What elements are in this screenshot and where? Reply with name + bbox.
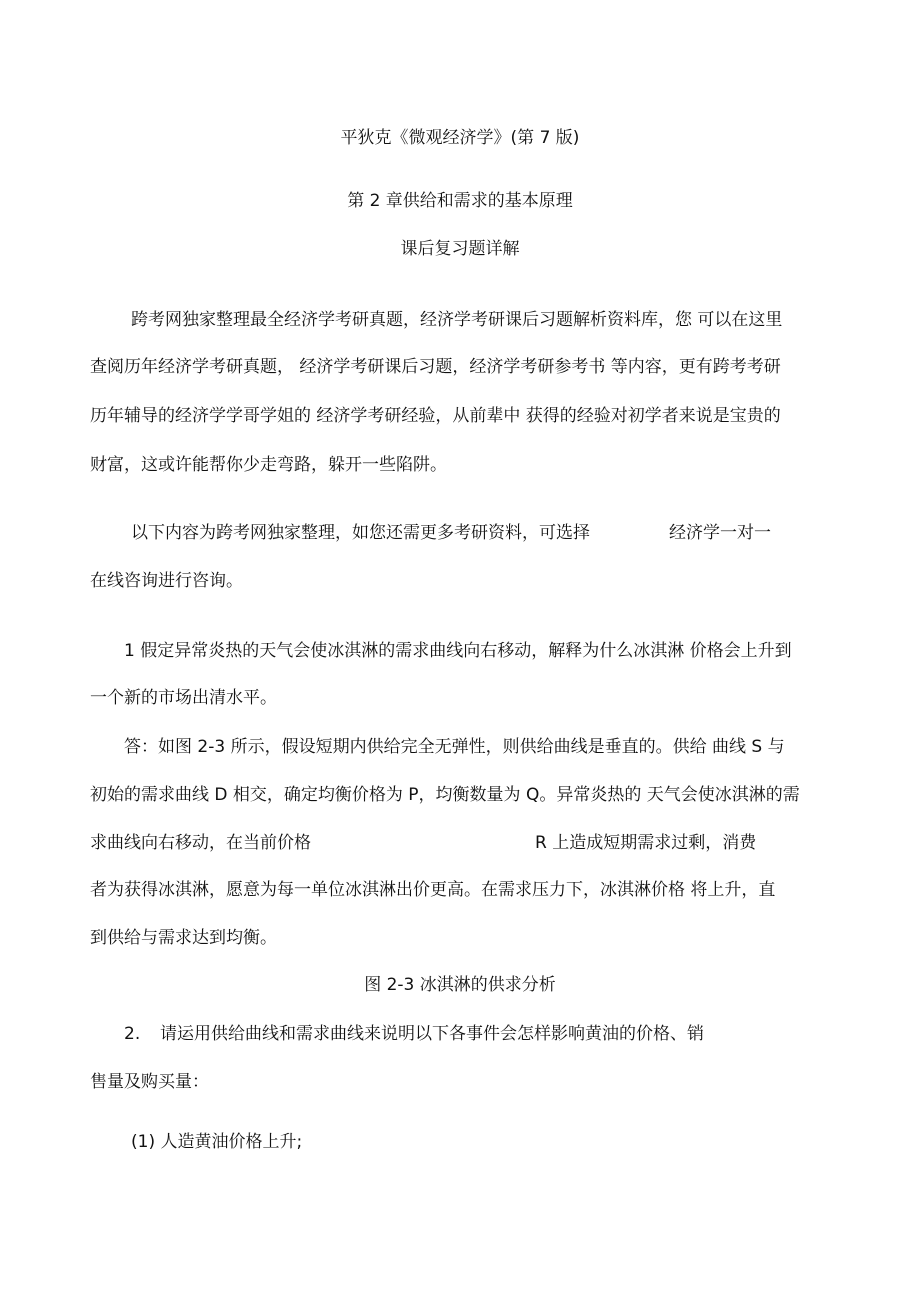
answer-1-line-right: R 上造成短期需求过剩，消费 [535, 833, 757, 853]
book-title: 平狄克《微观经济学》(第 7 版) [340, 128, 580, 148]
question-2-number: 2. [124, 1024, 141, 1044]
answer-1-line: 答：如图 2-3 所示，假设短期内供给完全无弹性，则供给曲线是垂直的。供给 曲线 S 与 [124, 737, 785, 757]
intro-paragraph-line: 历年辅导的经济学学哥学姐的 经济学考研经验，从前辈中 获得的经验对初学者来说是宝贵的 [90, 406, 781, 426]
question-2-line: 请运用供给曲线和需求曲线来说明以下各事件会怎样影响黄油的价格、销 [160, 1024, 704, 1044]
answer-1-line: 到供给与需求达到均衡。 [90, 928, 277, 948]
answer-1-line-left: 求曲线向右移动，在当前价格 [90, 833, 311, 853]
consult-line-right: 经济学一对一 [669, 523, 771, 543]
answer-1-line: 初始的需求曲线 D 相交，确定均衡价格为 P，均衡数量为 Q。异常炎热的 天气会使冰淇淋的需 [90, 785, 800, 805]
consult-line-left: 以下内容为跨考网独家整理，如您还需更多考研资料，可选择 [131, 523, 590, 543]
question-1-line: 1 假定异常炎热的天气会使冰淇淋的需求曲线向右移动，解释为什么冰淇淋 价格会上升到 [124, 641, 792, 661]
figure-caption: 图 2-3 冰淇淋的供求分析 [364, 975, 556, 995]
answer-1-line: 者为获得冰淇淋，愿意为每一单位冰淇淋出价更高。在需求压力下，冰淇淋价格 将上升，直 [90, 880, 776, 900]
consult-line-2: 在线咨询进行咨询。 [90, 571, 243, 591]
section-title: 课后复习题详解 [400, 239, 520, 259]
question-2-line: 售量及购买量： [90, 1072, 209, 1092]
chapter-title: 第 2 章供给和需求的基本原理 [347, 191, 573, 211]
intro-paragraph-line: 查阅历年经济学考研真题， 经济学考研课后习题，经济学考研参考书 等内容，更有跨考考研 [90, 357, 781, 377]
intro-paragraph-line: 跨考网独家整理最全经济学考研真题，经济学考研课后习题解析资料库，您 可以在这里 [131, 310, 783, 330]
question-1-line: 一个新的市场出清水平。 [90, 688, 277, 708]
intro-paragraph-line: 财富，这或许能帮你少走弯路，躲开一些陷阱。 [90, 455, 447, 475]
question-2-item: (1) 人造黄油价格上升; [131, 1132, 303, 1152]
